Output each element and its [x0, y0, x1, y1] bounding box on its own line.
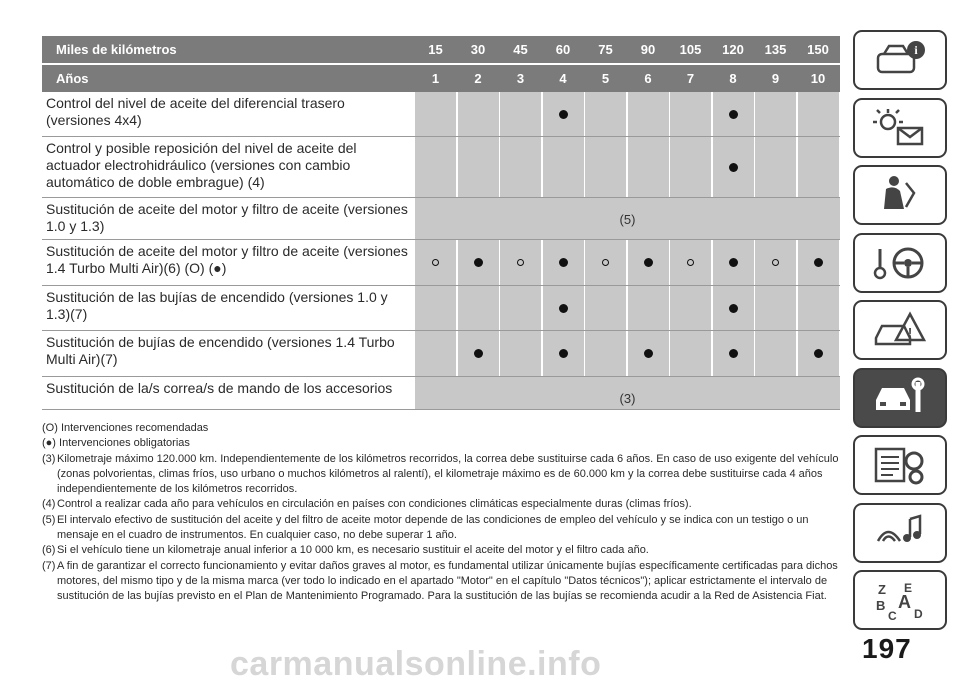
interval-cell — [628, 137, 669, 197]
interval-cell — [798, 92, 839, 136]
interval-cell — [543, 286, 584, 330]
mandatory-dot-icon — [644, 349, 653, 358]
interval-cell — [670, 331, 711, 376]
header-year-cell: 10 — [810, 71, 826, 86]
footnote-text: El intervalo efectivo de sustitución del aceite y del filtro de aceite motor depende de las condiciones de empleo del vehículo y se indica con un testigo o un mensaje en el cuadro de instrumentos. En cualquier caso, no debe superar 1 año. — [57, 513, 809, 542]
header-km-cell: 30 — [470, 42, 486, 57]
mandatory-dot-icon — [814, 349, 823, 358]
header-km-cell: 60 — [555, 42, 571, 57]
row-label: Sustitución de la/s correa/s de mando de los accesorios — [46, 380, 393, 396]
index-icon — [870, 578, 930, 622]
interval-cell — [628, 92, 669, 136]
header-km-cell: 15 — [428, 42, 443, 57]
recommended-circle-icon — [687, 259, 694, 266]
svg-text:B: B — [876, 598, 886, 613]
interval-cell — [585, 286, 626, 330]
header-km-cell: 45 — [513, 42, 528, 57]
sidenav-button[interactable] — [853, 165, 947, 225]
table-row — [42, 331, 840, 377]
interval-cell — [543, 92, 584, 136]
row-label: Control y posible reposición del nivel de aceite del actuador electrohidráulico (versiones con cambio automático de doble embrague) (4) — [46, 140, 357, 190]
interval-cell — [585, 331, 626, 376]
interval-cell — [458, 92, 499, 136]
sidenav-button[interactable] — [853, 570, 947, 630]
svg-text:Z: Z — [878, 582, 886, 597]
interval-cell — [543, 137, 584, 197]
interval-cell — [628, 240, 669, 285]
header-years-row — [42, 65, 840, 92]
footnote-key: (4) — [42, 498, 56, 511]
interval-cell — [755, 331, 796, 376]
interval-cell — [628, 331, 669, 376]
header-km-cell: 150 — [807, 42, 829, 57]
interval-cell — [415, 240, 456, 285]
interval-cell — [670, 286, 711, 330]
svg-text:!: ! — [907, 325, 913, 340]
footnote-text: Kilometraje máximo 120.000 km. Independientemente de los kilómetros recorridos, la correa debe sustituirse cada 6 años. En caso de uso exigente del vehículo (zonas polvorientas, climas fríos, uso urbano o muchos kilómetros al ralentí), el kilometraje máximo es de 60.000 km y la correa debe sustituirse cada 4 años independientemente de los kilómetros recorridos. — [57, 452, 839, 496]
multimedia-icon — [870, 511, 930, 555]
interval-cell — [713, 331, 754, 376]
maintenance-icon — [870, 376, 930, 420]
mandatory-dot-icon — [559, 304, 568, 313]
recommended-circle-icon — [602, 259, 609, 266]
header-year-cell: 4 — [559, 71, 567, 86]
header-km-cell: 135 — [764, 42, 787, 57]
interval-cell — [500, 240, 541, 285]
emergency-icon — [870, 308, 930, 352]
interval-cell — [798, 286, 839, 330]
svg-text:E: E — [904, 581, 913, 595]
footnote-key: (7) — [42, 559, 56, 572]
mandatory-dot-icon — [729, 304, 738, 313]
mandatory-dot-icon — [729, 258, 738, 267]
interval-cell — [585, 137, 626, 197]
header-years-label: Años — [56, 71, 89, 86]
footnote — [42, 452, 842, 498]
sidenav-button[interactable] — [853, 98, 947, 158]
svg-text:C: C — [888, 609, 897, 622]
header-km-row — [42, 36, 840, 63]
interval-cell — [670, 137, 711, 197]
interval-cell — [798, 137, 839, 197]
table-row — [42, 92, 840, 137]
footnote — [42, 543, 842, 558]
mandatory-dot-icon — [559, 258, 568, 267]
header-year-cell: 1 — [431, 71, 440, 86]
row-label: Sustitución de las bujías de encendido (versiones 1.0 y 1.3)(7) — [46, 289, 388, 322]
interval-cell — [713, 240, 754, 285]
sidenav-button[interactable] — [853, 503, 947, 563]
interval-cell — [500, 92, 541, 136]
interval-cell — [798, 240, 839, 285]
interval-cell — [713, 137, 754, 197]
mandatory-dot-icon — [644, 258, 653, 267]
interval-cell — [415, 92, 456, 136]
interval-cell — [628, 286, 669, 330]
interval-cell — [543, 240, 584, 285]
mandatory-dot-icon — [559, 110, 568, 119]
svg-text:D: D — [914, 607, 923, 621]
sidenav-button[interactable] — [853, 435, 947, 495]
header-year-cell: 2 — [474, 71, 482, 86]
interval-cell — [755, 137, 796, 197]
footnote-key: (5) — [42, 513, 56, 526]
header-year-cell: 9 — [771, 71, 780, 86]
watermark: carmanualsonline.info — [230, 645, 602, 683]
table-row — [42, 137, 840, 198]
interval-cell — [458, 137, 499, 197]
table-row — [42, 377, 840, 410]
mandatory-dot-icon — [729, 349, 738, 358]
mandatory-dot-icon — [474, 258, 483, 267]
mandatory-dot-icon — [814, 258, 823, 267]
interval-cell — [713, 92, 754, 136]
interval-cell — [500, 286, 541, 330]
interval-cell — [415, 331, 456, 376]
table-row — [42, 198, 840, 240]
interval-cell — [755, 286, 796, 330]
footnote — [42, 559, 842, 605]
row-label: Sustitución de aceite del motor y filtro de aceite (versiones 1.4 Turbo Multi Air)(6) (O) (●) — [46, 243, 408, 276]
interval-cell — [415, 137, 456, 197]
starting-driving-icon — [870, 241, 930, 285]
sidenav-button[interactable] — [853, 30, 947, 90]
footnote — [42, 436, 842, 451]
footnote — [42, 497, 842, 512]
header-year-cell: 8 — [729, 71, 737, 86]
interval-cell — [755, 92, 796, 136]
footnote — [42, 513, 842, 544]
footnote-text: Control a realizar cada año para vehículos en circulación en países con condiciones climáticas especialmente duras (climas fríos). — [57, 498, 692, 511]
interval-cell — [585, 92, 626, 136]
merged-cell: (3) — [619, 391, 636, 406]
header-year-cell: 6 — [644, 71, 652, 86]
row-label: Sustitución de bujías de encendido (versiones 1.4 Turbo Multi Air)(7) — [46, 334, 395, 367]
sidenav-button[interactable] — [853, 368, 947, 428]
merged-cell: (5) — [619, 212, 636, 227]
recommended-circle-icon — [432, 259, 439, 266]
row-label: Sustitución de aceite del motor y filtro de aceite (versiones 1.0 y 1.3) — [46, 201, 408, 234]
interval-cell — [500, 331, 541, 376]
footnote-key: (6) — [42, 544, 56, 557]
interval-cell — [458, 331, 499, 376]
footnote-text: (●) Intervenciones obligatorias — [42, 437, 190, 450]
header-km-cell: 75 — [598, 42, 613, 57]
footnote-text: Si el vehículo tiene un kilometraje anual inferior a 10 000 km, es necesario sustituir el aceite del motor y el filtro cada año. — [57, 544, 649, 557]
header-km-cell: 120 — [722, 42, 744, 57]
header-year-cell: 5 — [601, 71, 610, 86]
chapter-sidenav — [853, 30, 949, 638]
mandatory-dot-icon — [559, 349, 568, 358]
footnote-key: (3) — [42, 452, 56, 465]
warning-lights-icon — [870, 106, 930, 150]
interval-cell — [500, 137, 541, 197]
interval-cell — [458, 286, 499, 330]
footnote — [42, 421, 842, 436]
interval-cell — [585, 240, 626, 285]
svg-text:A: A — [898, 592, 911, 612]
interval-cell — [458, 240, 499, 285]
interval-cell — [670, 92, 711, 136]
svg-text:i: i — [914, 43, 918, 57]
recommended-circle-icon — [772, 259, 779, 266]
maintenance-table — [42, 36, 840, 410]
header-year-cell: 7 — [686, 71, 695, 86]
header-km-cell: 105 — [679, 42, 702, 57]
interval-cell — [670, 240, 711, 285]
page-number: 197 — [862, 633, 912, 664]
safety-seatbelt-icon — [870, 173, 930, 217]
row-label: Control del nivel de aceite del diferencial trasero (versiones 4x4) — [46, 95, 345, 128]
interval-cell — [415, 286, 456, 330]
footnotes — [42, 421, 842, 605]
interval-cell — [543, 331, 584, 376]
car-info-icon — [870, 38, 930, 82]
sidenav-button[interactable] — [853, 300, 947, 360]
mandatory-dot-icon — [729, 110, 738, 119]
interval-cell — [713, 286, 754, 330]
technical-data-icon — [870, 443, 930, 487]
header-km-cell: 90 — [640, 42, 656, 57]
mandatory-dot-icon — [474, 349, 483, 358]
footnote-text: A fin de garantizar el correcto funcionamiento y evitar daños graves al motor, es fundamental utilizar únicamente bujías específicamente certificadas para dichos motores, del mismo tipo y de la misma marca (ver todo lo indicado en el apartado "Motor" en el capítulo "Datos técnicos"); aplicar estrictamente el intervalo de sustitución de las bujías previsto en el Plan de Mantenimiento Programado. Para la sustitución de las bujías se recomienda acudir a la Red de Asistencia Fiat. — [57, 559, 838, 603]
table-row — [42, 286, 840, 331]
recommended-circle-icon — [517, 259, 524, 266]
mandatory-dot-icon — [729, 163, 738, 172]
table-row — [42, 240, 840, 286]
sidenav-button[interactable] — [853, 233, 947, 293]
header-year-cell: 3 — [516, 71, 525, 86]
interval-cell — [755, 240, 796, 285]
header-km-label: Miles de kilómetros — [56, 42, 177, 57]
interval-cell — [798, 331, 839, 376]
footnote-text: (O) Intervenciones recomendadas — [42, 422, 209, 434]
